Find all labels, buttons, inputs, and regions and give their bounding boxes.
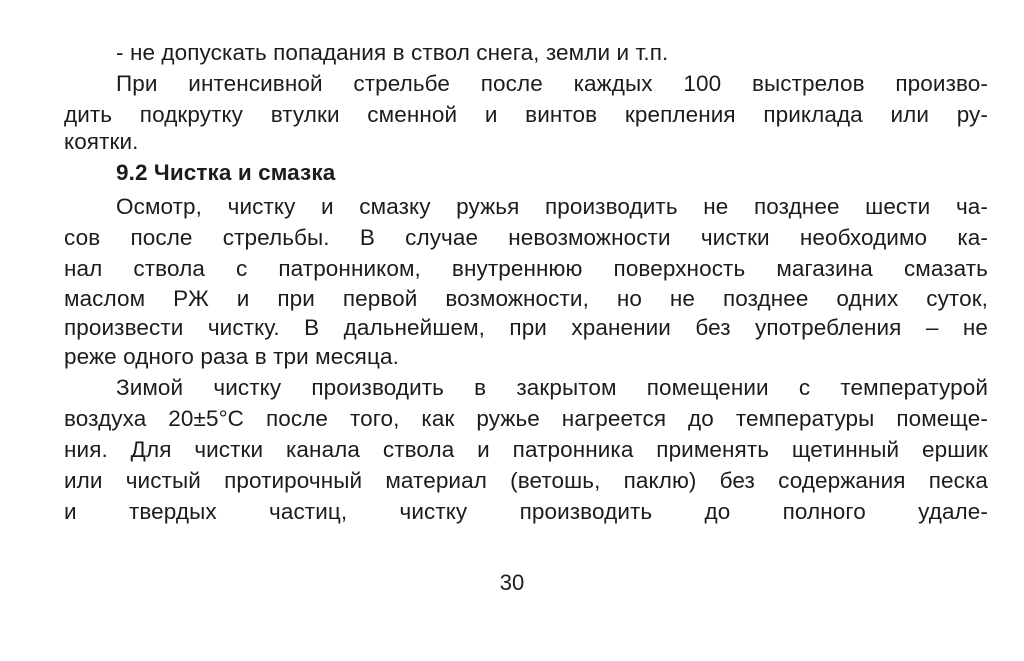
paragraph-line: сов после стрельбы. В случае невозможности чистки необходимо ка- (64, 225, 988, 250)
paragraph-line: воздуха 20±5°С после того, как ружье нагреется до температуры помеще- (64, 406, 988, 431)
paragraph-line: При интенсивной стрельбе после каждых 100 выстрелов произво- (116, 71, 988, 96)
paragraph-line: маслом РЖ и при первой возможности, но не позднее одних суток, (64, 286, 988, 311)
paragraph-line: Осмотр, чистку и смазку ружья производить не позднее шести ча- (116, 194, 988, 219)
text-line-prohibition: - не допускать попадания в ствол снега, земли и т.п. (116, 40, 669, 65)
section-heading: 9.2 Чистка и смазка (116, 160, 336, 185)
paragraph-line: ния. Для чистки канала ствола и патронника применять щетинный ершик (64, 437, 988, 462)
paragraph-line: коятки. (64, 129, 139, 154)
paragraph-line: и твердых частиц, чистку производить до полного удале- (64, 499, 988, 524)
paragraph-line: произвести чистку. В дальнейшем, при хранении без употребления – не (64, 315, 988, 340)
paragraph-line: Зимой чистку производить в закрытом помещении с температурой (116, 375, 988, 400)
page-number: 30 (499, 570, 525, 595)
paragraph-line: реже одного раза в три месяца. (64, 344, 399, 369)
paragraph-line: дить подкрутку втулки сменной и винтов крепления приклада или ру- (64, 102, 988, 127)
paragraph-line: или чистый протирочный материал (ветошь, паклю) без содержания песка (64, 468, 988, 493)
paragraph-line: нал ствола с патронником, внутреннюю поверхность магазина смазать (64, 256, 988, 281)
